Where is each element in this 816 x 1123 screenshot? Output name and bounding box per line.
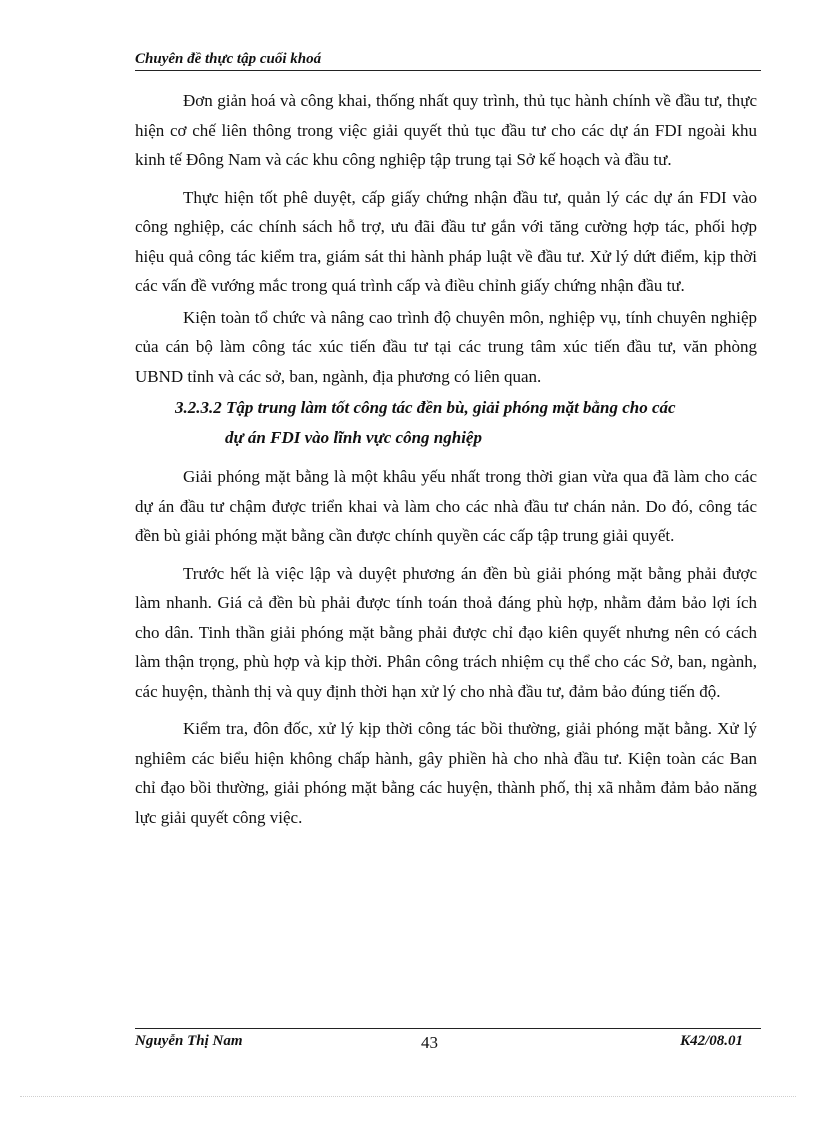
page-edge-divider — [20, 1096, 796, 1097]
paragraph-inspection: Kiểm tra, đôn đốc, xử lý kịp thời công tác bồi thường, giải phóng mặt bằng. Xử lý nghiêm các biểu hiện không chấp hành, gây phiền hà cho nhà đầu tư. Kiện toàn các Ban chỉ đạo bồi thường, giải phóng mặt bằng các huyện, thành phố, thị xã nhằm đảm bảo năng lực giải quyết công việc. — [135, 719, 757, 827]
paragraph-investment-approval: Thực hiện tốt phê duyệt, cấp giấy chứng nhận đầu tư, quản lý các dự án FDI vào công nghiệp, các chính sách hỗ trợ, ưu đãi đầu tư gắn với tăng cường hợp tác, phối hợp hiệu quả công tác kiểm tra, giám sát thi hành pháp luật về đầu tư. Xử lý dứt điểm, kịp thời các vấn đề vướng mắc trong quá trình cấp và điều chỉnh giấy chứng nhận đầu tư. — [135, 187, 757, 295]
page-number: 43 — [421, 1033, 438, 1052]
page-content — [135, 86, 757, 840]
paragraph-administrative-simplification: Đơn giản hoá và công khai, thống nhất quy trình, thủ tục hành chính về đầu tư, thực hiện cơ chế liên thông trong việc giải quyết thủ tục đầu tư cho các dự án FDI ngoài khu kinh tế Đông Nam và các khu công nghiệp tập trung tại Sở kế hoạch và đầu tư. — [135, 91, 757, 169]
paragraph-staff-improvement: Kiện toàn tổ chức và nâng cao trình độ chuyên môn, nghiệp vụ, tính chuyên nghiệp của cán bộ làm công tác xúc tiến đầu tư tại các trung tâm xúc tiến đầu tư, văn phòng UBND tỉnh và các sở, ban, ngành, địa phương có liên quan. — [135, 307, 757, 386]
page-footer — [135, 1028, 761, 1055]
section-heading — [135, 393, 757, 452]
section-heading-line2: dự án FDI vào lĩnh vực công nghiệp — [225, 427, 482, 447]
footer-author: Nguyễn Thị Nam — [135, 1033, 243, 1049]
paragraph-compensation-plan: Trước hết là việc lập và duyệt phương án đền bù giải phóng mặt bằng phải được làm nhanh. Giá cả đền bù phải được tính toán thoả đáng phù hợp, nhằm đảm bảo lợi ích cho dân. Tinh thần giải phóng mặt bằng phải được chỉ đạo kiên quyết nhưng nên có cách làm thận trọng, phù hợp và kịp thời. Phân công trách nhiệm cụ thể cho các Sở, ban, ngành, các huyện, thành thị và quy định thời hạn xử lý cho nhà đầu tư, đảm bảo đúng tiến độ. — [135, 563, 757, 701]
section-heading-line1: 3.2.3.2 Tập trung làm tốt công tác đền bù, giải phóng mặt bằng cho các — [175, 398, 676, 417]
header-title: Chuyên đề thực tập cuối khoá — [135, 51, 322, 67]
paragraph-site-clearance: Giải phóng mặt bằng là một khâu yếu nhất trong thời gian vừa qua đã làm cho các dự án đầu tư chậm được triển khai và làm cho các nhà đầu tư chán nản. Do đó, công tác đền bù giải phóng mặt bằng cần được chính quyền các cấp tập trung giải quyết. — [135, 467, 757, 545]
footer-class-code: K42/08.01 — [680, 1033, 743, 1049]
page-header — [135, 48, 761, 71]
